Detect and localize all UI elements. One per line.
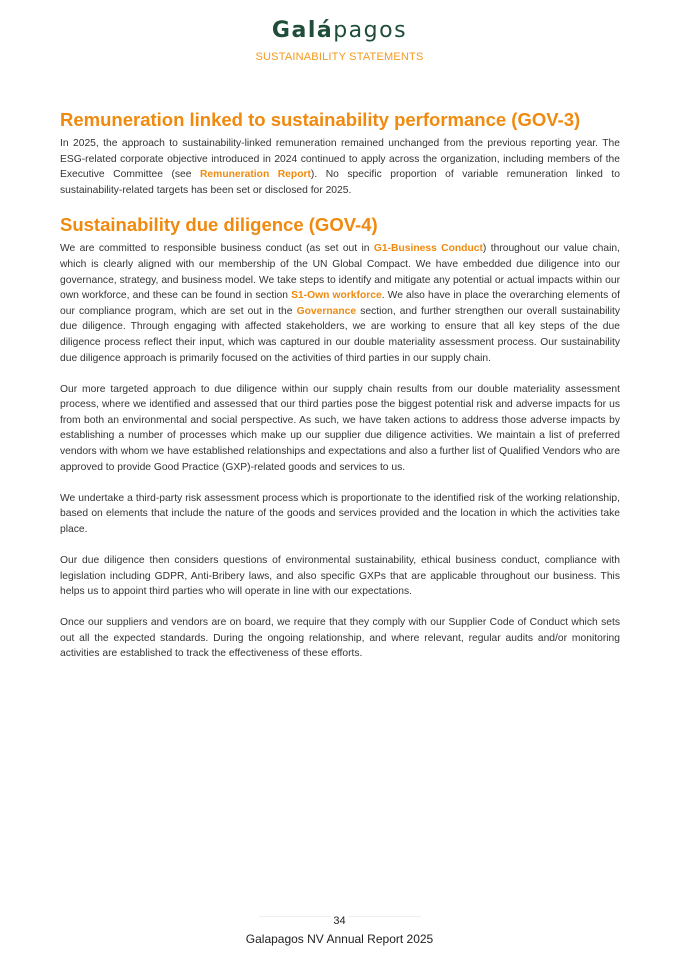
heading-remuneration: Remuneration linked to sustainability performance (GOV-3) — [60, 109, 581, 130]
text-run: We are committed to responsible business conduct (as set out in — [60, 243, 374, 255]
text-run: ). No specific proportion of variable remuneration linked to sustainability‑related targets has been set or disclosed for 2025. — [60, 169, 620, 196]
link-g1-business-conduct[interactable]: G1-Business Conduct — [373, 243, 483, 255]
paragraph-due-diligence-3: We undertake a third-party risk assessment process which is proportionate to the identified risk of the working relationship, based on elements that include the nature of the goods and services provided and the location in which the activities take place. — [60, 492, 620, 535]
report-title: Galapagos NV Annual Report 2025 — [245, 932, 434, 946]
page-header — [0, 18, 679, 63]
heading-due-diligence: Sustainability due diligence (GOV-4) — [60, 214, 378, 236]
paragraph-remuneration — [60, 136, 620, 198]
text-run: . We also have in place the overarching elements of our compliance program, which are set out in the — [60, 290, 620, 317]
paragraph-due-diligence-4: Our due diligence then considers questions of environmental sustainability, ethical business conduct, compliance with legislation including GDPR, Anti-Bribery laws, and also specific GXPs that are applicable throughout our business. This helps us to appoint third parties who will operate in line with our expectations. — [60, 554, 620, 598]
paragraph-due-diligence-2: Our more targeted approach to due diligence within our supply chain results from our double materiality assessment process, where we identified and assessed that our third parties pose the biggest potential risk and adverse impacts for us from both an environmental and social perspective. As such, we have taken actions to address those adverse impacts by establishing a number of processes which make up our supplier due diligence activities. We maintain a list of preferred vendors with whom we have established relationships and expectations and also a further list of Qualified Vendors who are approved to provide Good Practice (GXP)-related goods and services to us. — [60, 383, 620, 473]
page-number: 34 — [333, 915, 346, 927]
text-run: In 2025, the approach to sustainability‑linked remuneration remained unchanged from the previous reporting year. The ESG‑related corporate objective introduced in 2024 continued to apply across the organization, including members of the Executive Committee (see — [60, 138, 620, 181]
logo-text-bold: Galá — [271, 18, 334, 43]
galapagos-logo — [0, 18, 679, 44]
text-run: section, and further strengthen our overall sustainability due diligence. Through engaging with affected stakeholders, we are working to ensure that all key steps of the due diligence process reflect their input, which was captured in our double materiality assessment process. Our sustainability due diligence approach is primarily focused on the activities of third parties in our supply chain. — [60, 305, 620, 364]
section-subtitle: SUSTAINABILITY STATEMENTS — [255, 51, 424, 63]
link-s1-own-workforce[interactable]: S1-Own workforce — [291, 290, 382, 302]
paragraph-due-diligence-5: Once our suppliers and vendors are on board, we require that they comply with our Supplier Code of Conduct which sets out all the expected standards. During the ongoing relationship, and where relevant, regular audits and/or monitoring activities are established to track the effectiveness of these efforts. — [60, 617, 620, 660]
logo-text-light: pagos — [333, 18, 408, 43]
link-governance[interactable]: Governance — [296, 305, 357, 317]
main-content — [60, 107, 620, 662]
text-run: ) throughout our value chain, which is clearly aligned with our membership of the UN Global Compact. We have embedded due diligence into our governance, strategy, and business model. We take steps to identify and mitigate any potential or actual impacts within our own workforce, and these can be found in section — [60, 243, 620, 302]
link-remuneration-report[interactable]: Remuneration Report — [200, 169, 311, 181]
page-footer — [0, 911, 679, 946]
paragraph-due-diligence-1 — [60, 241, 620, 366]
